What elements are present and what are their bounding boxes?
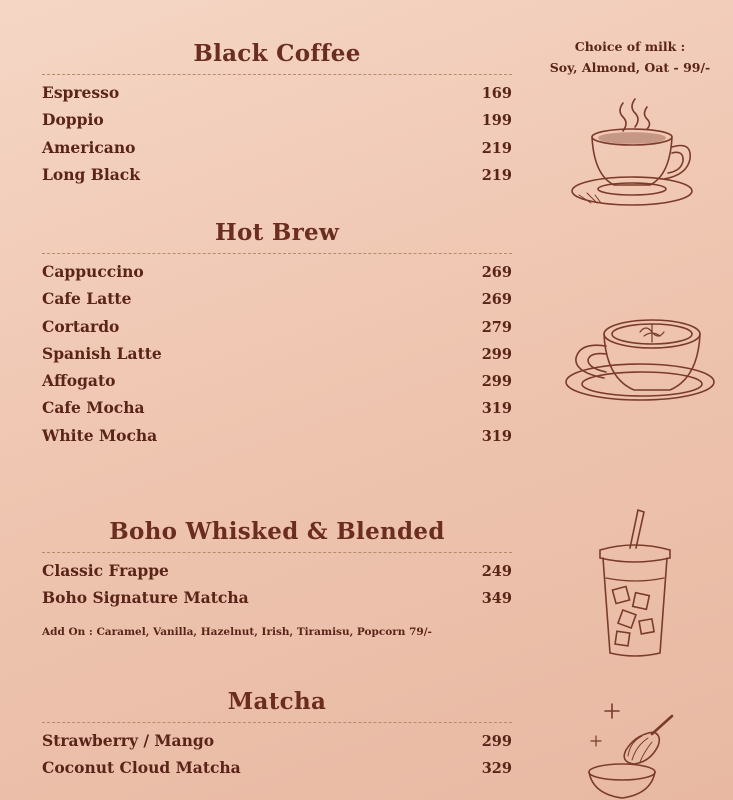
section-title: Black Coffee: [193, 40, 361, 67]
item-name: Affogato: [42, 371, 116, 391]
item-price: 169: [481, 85, 512, 102]
item-name: Cortardo: [42, 316, 120, 336]
menu-item: [42, 561, 512, 588]
menu-item: [42, 317, 512, 344]
menu-item: [42, 344, 512, 371]
section-title: Hot Brew: [214, 219, 340, 246]
menu-item: [42, 262, 512, 289]
section-divider: [42, 722, 512, 723]
item-name: Coconut Cloud Matcha: [42, 758, 241, 778]
item-price: 249: [481, 563, 512, 580]
item-name: Espresso: [42, 83, 120, 102]
addon-note: Add On : Caramel, Vanilla, Hazelnut, Irish, Tiramisu, Popcorn 79/-: [42, 625, 432, 638]
milk-note-options: Soy, Almond, Oat - 99/-: [549, 60, 711, 75]
menu-item: [42, 110, 512, 137]
item-price: 199: [481, 112, 512, 130]
item-price: 219: [481, 166, 512, 184]
item-price: 269: [481, 264, 512, 281]
item-price: 329: [481, 760, 512, 778]
item-price: 319: [481, 400, 512, 418]
item-name: Long Black: [42, 164, 140, 184]
item-name: White Mocha: [42, 425, 158, 445]
item-name: Cappuccino: [42, 262, 144, 281]
menu-item: [42, 289, 512, 316]
steaming-coffee-cup-icon: [565, 95, 700, 220]
item-name: Strawberry / Mango: [42, 731, 215, 750]
item-price: 219: [481, 139, 512, 157]
section-hot-brew: [42, 219, 512, 453]
menu-item: [42, 731, 512, 758]
item-price: 269: [481, 291, 512, 309]
item-name: Spanish Latte: [42, 343, 162, 363]
section-black-coffee: [42, 40, 512, 192]
section-title: Matcha: [227, 688, 327, 715]
matcha-whisk-bowl-icon: [582, 700, 682, 800]
item-price: 319: [481, 427, 512, 445]
item-name: Classic Frappe: [42, 561, 169, 580]
menu-item: [42, 371, 512, 398]
menu-item: [42, 165, 512, 192]
item-name: Americano: [42, 137, 136, 157]
item-name: Boho Signature Matcha: [42, 588, 249, 608]
menu-item: [42, 426, 512, 453]
menu-item: [42, 588, 512, 615]
latte-art-cup-icon: [562, 312, 717, 407]
item-price: 299: [481, 345, 512, 363]
menu-item: [42, 398, 512, 425]
milk-note-heading: Choice of milk :: [574, 39, 686, 54]
menu-item: [42, 758, 512, 785]
item-price: 279: [481, 318, 512, 336]
section-matcha: [42, 688, 512, 786]
section-boho-whisked-blended: [42, 518, 512, 638]
section-title: Boho Whisked & Blended: [109, 518, 445, 545]
iced-drink-cup-icon: [592, 508, 677, 663]
menu-item: [42, 138, 512, 165]
item-name: Doppio: [42, 110, 104, 130]
section-divider: [42, 253, 512, 254]
item-price: 349: [481, 590, 512, 608]
item-price: 299: [481, 733, 512, 750]
item-name: Cafe Latte: [42, 289, 132, 309]
section-divider: [42, 552, 512, 553]
item-name: Cafe Mocha: [42, 398, 145, 418]
milk-choice-note: [540, 36, 720, 78]
menu-item: [42, 83, 512, 110]
item-price: 299: [481, 373, 512, 391]
section-divider: [42, 74, 512, 75]
